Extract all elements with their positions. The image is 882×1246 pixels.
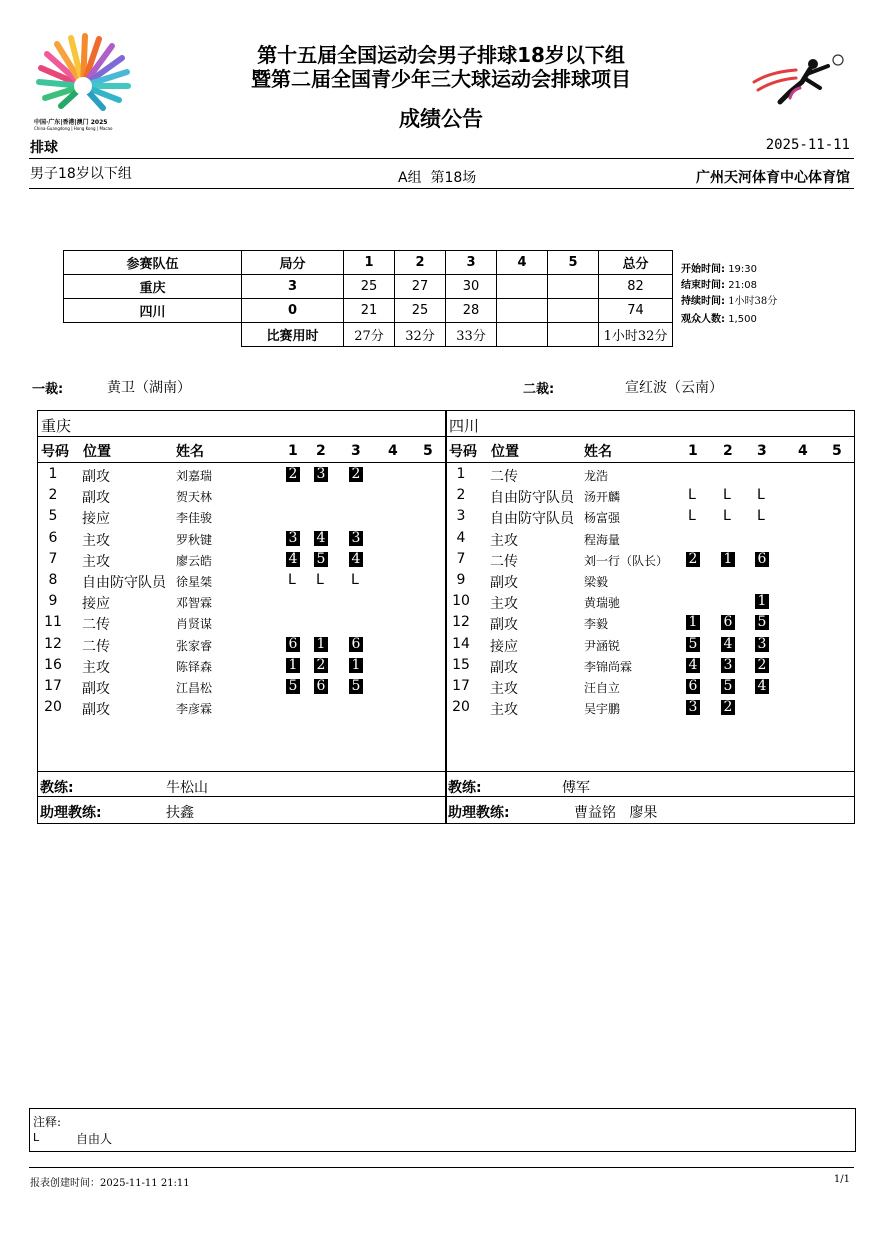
footer-divider: [29, 1167, 854, 1168]
rotation-position: 3: [286, 531, 300, 546]
player-number: 20: [44, 699, 62, 716]
header-set-4: 4: [497, 251, 548, 275]
player-name: 黄瑞驰: [584, 596, 621, 611]
player-number: 2: [456, 487, 466, 504]
player-row: [38, 654, 446, 675]
set-score: 27: [395, 275, 446, 299]
player-position: 主攻: [490, 702, 518, 719]
header-total: 总分: [599, 251, 673, 275]
player-position: 二传: [82, 617, 110, 634]
coach-name: 牛松山: [166, 780, 208, 796]
player-position: 副攻: [82, 469, 110, 485]
header-set-5: 5: [548, 251, 599, 275]
player-name: 廖云皓: [176, 553, 213, 568]
score-row: [64, 275, 673, 299]
player-number: 6: [48, 529, 58, 546]
rotation-position: 3: [349, 531, 363, 546]
set-score: [497, 275, 548, 299]
player-row: [38, 675, 446, 696]
coach-name: 傅军: [562, 780, 590, 796]
header-set-2: 2: [316, 443, 326, 459]
total-points: 74: [599, 299, 673, 323]
report-created: 报表创建时间：2025-11-11 21:11: [30, 1178, 190, 1189]
libero-marker: L: [723, 487, 731, 504]
header-set-3: 3: [446, 251, 497, 275]
player-number: 1: [48, 466, 58, 482]
player-name: 汪自立: [584, 681, 621, 695]
rotation-position: 4: [755, 679, 769, 694]
score-row: [64, 299, 673, 323]
player-list: [446, 463, 854, 771]
libero-marker: L: [723, 508, 731, 525]
assistant-coach-label: 助理教练:: [448, 805, 510, 821]
header-set-5: 5: [423, 443, 433, 459]
player-number: 14: [452, 635, 470, 652]
rotation-position: 5: [349, 679, 363, 694]
libero-marker: L: [757, 508, 765, 525]
libero-marker: L: [316, 572, 324, 588]
player-row: [38, 611, 446, 632]
player-number: 8: [48, 572, 58, 588]
player-position: 主攻: [490, 596, 518, 613]
rotation-position: 1: [755, 594, 769, 609]
logo-text: 中国·广东|香港|澳门 2025: [34, 119, 108, 126]
player-row: [446, 463, 854, 484]
total-duration: 1小时32分: [599, 323, 673, 347]
header-position: 位置: [491, 444, 519, 460]
rotation-position: 2: [349, 467, 363, 482]
match-duration: 持续时间: 1小时38分: [681, 296, 778, 307]
header-set-1: 1: [344, 251, 395, 275]
player-number: 3: [456, 508, 466, 525]
player-name: 陈铎森: [176, 659, 213, 674]
player-number: 7: [48, 550, 58, 567]
player-number: 17: [452, 678, 470, 694]
libero-marker: L: [688, 487, 696, 504]
player-name: 徐星桀: [176, 575, 213, 589]
player-name: 程海量: [584, 532, 621, 547]
sport-label: 排球: [30, 140, 58, 156]
player-row: [446, 484, 854, 505]
player-name: 罗秋键: [176, 532, 213, 547]
first-referee-label: 一裁:: [32, 382, 64, 397]
player-number: 12: [452, 614, 470, 631]
player-number: 7: [456, 550, 466, 567]
player-row: [38, 484, 446, 505]
player-name: 李彦霖: [176, 702, 213, 717]
category-label: 男子18岁以下组: [30, 166, 132, 182]
player-number: 10: [452, 593, 470, 610]
player-list: [38, 463, 446, 771]
coach-label: 教练:: [40, 780, 74, 796]
first-referee: 黄卫（湖南）: [107, 380, 191, 396]
header-set-3: 3: [351, 443, 361, 459]
set-score: [497, 299, 548, 323]
rotation-position: 3: [686, 700, 700, 715]
player-row: [446, 569, 854, 590]
title-line1: 第十五届全国运动会男子排球18岁以下组: [257, 43, 625, 67]
rotation-position: 2: [314, 658, 328, 673]
rotation-position: 6: [721, 615, 735, 630]
rotation-position: 4: [314, 531, 328, 546]
logo-subtext: China·Guangdong | Hong Kong | Macao: [34, 126, 113, 131]
rotation-position: 1: [286, 658, 300, 673]
player-row: [38, 590, 446, 611]
player-position: 二传: [490, 553, 518, 570]
rotation-position: 4: [349, 552, 363, 567]
rotation-position: 2: [755, 658, 769, 673]
player-row: [446, 527, 854, 548]
player-position: 二传: [490, 469, 518, 485]
set-duration: [548, 323, 599, 347]
set-score: 28: [446, 299, 497, 323]
title-line2: 暨第二届全国青少年三大球运动会排球项目: [251, 67, 631, 91]
second-referee: 宣红波（云南）: [625, 380, 723, 396]
player-number: 16: [44, 656, 62, 673]
page-subtitle: 成绩公告: [399, 107, 483, 131]
player-number: 15: [452, 656, 470, 673]
coach-label: 教练:: [448, 780, 482, 796]
rotation-position: 2: [721, 700, 735, 715]
player-position: 自由防守队员: [82, 575, 166, 591]
rotation-position: 6: [314, 679, 328, 694]
player-name: 刘嘉瑞: [176, 469, 213, 483]
player-name: 邓智霖: [176, 596, 213, 611]
player-number: 5: [48, 508, 58, 525]
set-score: 25: [395, 299, 446, 323]
player-position: 副攻: [490, 575, 518, 591]
header-set-3: 3: [757, 443, 767, 459]
player-number: 4: [456, 529, 466, 546]
player-row: [446, 675, 854, 696]
page-number: 1/1: [833, 1174, 850, 1185]
rotation-position: 1: [721, 552, 735, 567]
player-name: 梁毅: [584, 575, 609, 589]
player-name: 吴宇鹏: [584, 702, 621, 717]
sets-won: 0: [242, 299, 344, 323]
rotation-position: 5: [686, 637, 700, 652]
libero-marker: L: [288, 572, 296, 588]
end-time: 结束时间: 21:08: [681, 280, 758, 291]
player-name: 贺天林: [176, 490, 213, 505]
player-position: 副攻: [490, 659, 518, 676]
note-code: L: [33, 1131, 40, 1144]
rotation-position: 1: [686, 615, 700, 630]
rotation-position: 6: [349, 637, 363, 652]
player-name: 汤开麟: [584, 490, 621, 505]
header-name: 姓名: [584, 444, 612, 460]
player-position: 副攻: [82, 702, 110, 719]
set-score: [548, 299, 599, 323]
note-description: 自由人: [76, 1132, 113, 1146]
header-name: 姓名: [176, 444, 204, 460]
score-table: [63, 250, 673, 347]
player-number: 12: [44, 635, 62, 652]
player-position: 主攻: [82, 659, 110, 676]
player-position: 主攻: [490, 532, 518, 549]
player-number: 1: [456, 466, 466, 482]
group-match-label: A组 第18场: [398, 170, 477, 186]
player-row: [38, 633, 446, 654]
player-number: 2: [48, 487, 58, 504]
rotation-position: 5: [286, 679, 300, 694]
sets-won: 3: [242, 275, 344, 299]
player-position: 副攻: [82, 490, 110, 507]
second-referee-label: 二裁:: [523, 382, 555, 397]
player-position: 自由防守队员: [490, 490, 574, 507]
assistant-coach-label: 助理教练:: [40, 805, 102, 821]
player-position: 自由防守队员: [490, 511, 574, 528]
player-row: [38, 505, 446, 526]
team-name: 四川: [64, 299, 242, 323]
player-name: 肖贤谋: [176, 617, 213, 632]
rotation-position: 5: [314, 552, 328, 567]
duration-row: [64, 323, 673, 347]
player-row: [446, 505, 854, 526]
set-duration: 27分: [344, 323, 395, 347]
set-duration: 33分: [446, 323, 497, 347]
audience-count: 观众人数: 1,500: [681, 314, 757, 325]
notes-label: 注释:: [33, 1115, 62, 1129]
score-header-row: [64, 251, 673, 275]
player-name: 龙浩: [584, 469, 609, 483]
player-position: 主攻: [490, 681, 518, 697]
player-name: 李佳骏: [176, 511, 213, 526]
rotation-position: 6: [686, 679, 700, 694]
header-set-2: 2: [723, 443, 733, 459]
rotation-position: 2: [286, 467, 300, 482]
header-number: 号码: [41, 444, 69, 460]
team-title: 重庆: [41, 417, 72, 435]
rotation-position: 3: [755, 637, 769, 652]
set-score: 25: [344, 275, 395, 299]
set-score: 30: [446, 275, 497, 299]
rotation-position: 4: [286, 552, 300, 567]
player-position: 主攻: [82, 553, 110, 570]
notes-box: [29, 1108, 856, 1152]
assistant-coach-name: 扶鑫: [166, 805, 194, 821]
player-row: [38, 463, 446, 484]
team-name: 重庆: [64, 275, 242, 299]
player-position: 接应: [82, 511, 110, 528]
rotation-position: 3: [314, 467, 328, 482]
set-score: 21: [344, 299, 395, 323]
rotation-position: 3: [721, 658, 735, 673]
rotation-position: 6: [755, 552, 769, 567]
player-name: 李锦尚霖: [584, 659, 633, 674]
set-duration: [497, 323, 548, 347]
player-row: [446, 633, 854, 654]
volleyball-pictogram: [750, 52, 850, 108]
player-row: [38, 548, 446, 569]
player-position: 接应: [490, 638, 518, 655]
player-position: 接应: [82, 596, 110, 613]
header-divider: [29, 158, 854, 159]
rotation-position: 1: [349, 658, 363, 673]
header-sets: 局分: [242, 251, 344, 275]
rotation-position: 4: [686, 658, 700, 673]
duration-label: 比赛用时: [242, 323, 344, 347]
player-position: 副攻: [82, 681, 110, 697]
header-divider-2: [29, 188, 854, 189]
libero-marker: L: [351, 572, 359, 588]
libero-marker: L: [757, 487, 765, 504]
rotation-position: 1: [314, 637, 328, 652]
header-set-1: 1: [288, 443, 298, 459]
player-number: 20: [452, 699, 470, 716]
player-name: 李毅: [584, 617, 609, 632]
player-position: 二传: [82, 638, 110, 655]
player-row: [446, 548, 854, 569]
player-row: [446, 611, 854, 632]
rotation-position: 5: [755, 615, 769, 630]
volleyball-player-icon: [750, 52, 850, 108]
player-name: 张家睿: [176, 638, 213, 653]
header-set-4: 4: [798, 443, 808, 459]
player-row: [446, 696, 854, 717]
player-row: [38, 696, 446, 717]
player-row: [38, 569, 446, 590]
team-title: 四川: [449, 417, 480, 435]
total-points: 82: [599, 275, 673, 299]
rotation-position: 6: [286, 637, 300, 652]
header-number: 号码: [449, 444, 477, 460]
header-set-2: 2: [395, 251, 446, 275]
libero-marker: L: [688, 508, 696, 525]
player-name: 尹涵锐: [584, 638, 621, 653]
header-set-1: 1: [688, 443, 698, 459]
start-time: 开始时间: 19:30: [681, 264, 758, 275]
player-name: 刘一行（队长）: [584, 553, 669, 568]
venue-label: 广州天河体育中心体育馆: [696, 170, 850, 186]
assistant-coach-name: 曹益铭 廖果: [574, 805, 658, 821]
player-name: 江昌松: [176, 681, 213, 695]
header-team: 参赛队伍: [64, 251, 242, 275]
player-name: 杨富强: [584, 511, 621, 526]
team-panel-away: [445, 410, 855, 824]
rotation-position: 4: [721, 637, 735, 652]
set-score: [548, 275, 599, 299]
match-date: 2025-11-11: [765, 137, 850, 153]
player-number: 11: [44, 614, 62, 631]
rotation-position: 2: [686, 552, 700, 567]
player-position: 主攻: [82, 532, 110, 549]
header-set-5: 5: [832, 443, 842, 459]
header-set-4: 4: [388, 443, 398, 459]
player-number: 9: [48, 593, 58, 610]
player-row: [446, 590, 854, 611]
player-row: [446, 654, 854, 675]
team-panel-home: [37, 410, 447, 824]
set-duration: 32分: [395, 323, 446, 347]
player-number: 9: [456, 572, 466, 588]
header-position: 位置: [83, 444, 111, 460]
rotation-position: 5: [721, 679, 735, 694]
player-position: 副攻: [490, 617, 518, 634]
player-row: [38, 527, 446, 548]
player-number: 17: [44, 678, 62, 694]
